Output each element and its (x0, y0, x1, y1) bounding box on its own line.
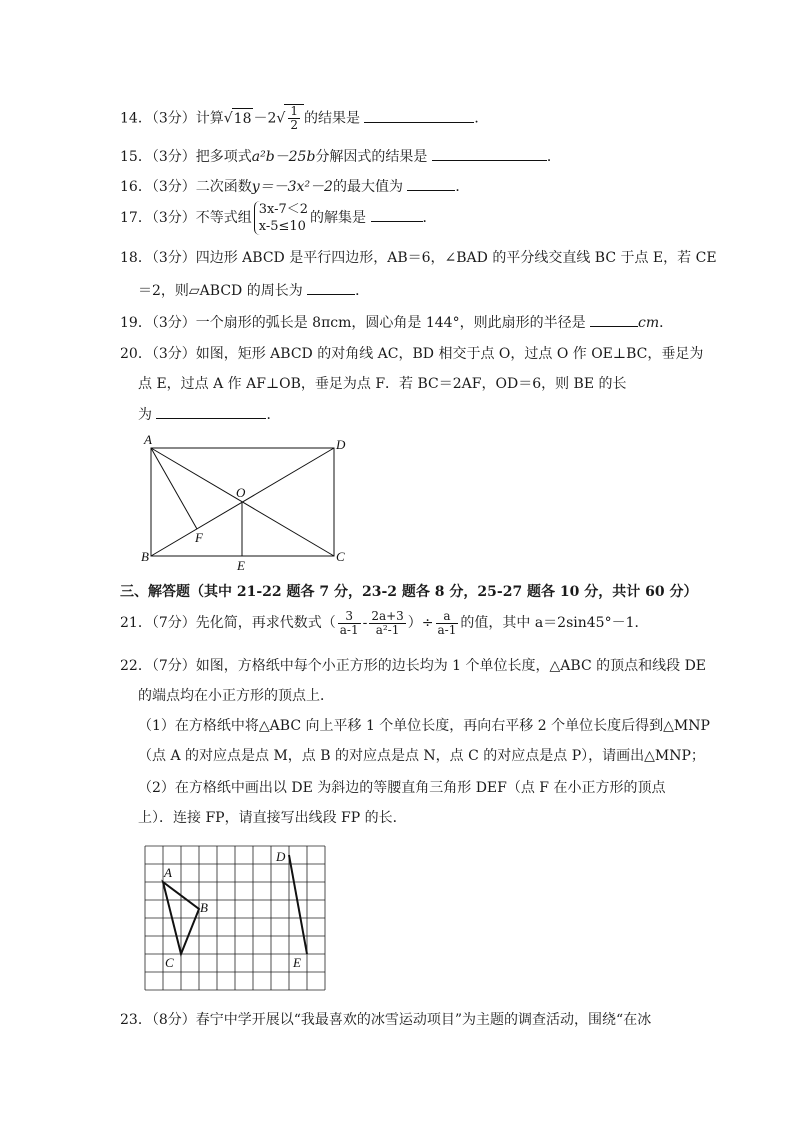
answer-blank (590, 312, 638, 327)
answer-blank (156, 404, 266, 419)
question-22-line4: （点 A 的对应点是点 M，点 B 的对应点是点 N，点 C 的对应点是点 P），请画出△MNP； (138, 748, 705, 764)
question-17: 17．（3分）不等式组 3x-7＜2 x-5≤10 的解集是 ． (120, 202, 437, 234)
question-14: 14．（3分）计算√18 －2√ $\frac{1}{2}$ 的结果是 ． (120, 104, 489, 132)
question-20-line1: 20．（3分）如图，矩形 ABCD 的对角线 AC，BD 相交于点 O，过点 O 作 OE⊥BC，垂足为 (120, 346, 704, 362)
label-e: E (237, 558, 245, 573)
label-o: O (236, 485, 246, 500)
question-22-line5: （2）在方格纸中画出以 DE 为斜边的等腰直角三角形 DEF（点 F 在小正方形的顶点 (138, 780, 666, 796)
answer-blank (371, 207, 423, 222)
question-18-line2: ＝2，则▱ABCD 的周长为 ． (138, 280, 369, 301)
question-22-line3: （1）在方格纸中将△ABC 向上平移 1 个单位长度，再向右平移 2 个单位长度后得到△MNP (138, 718, 710, 734)
answer-blank (307, 280, 355, 295)
label-b: B (141, 549, 149, 564)
label-d: D (336, 437, 346, 452)
grid-figure (140, 844, 330, 994)
label-c: C (336, 549, 345, 564)
question-16: 16．（3分）二次函数y＝－3x²－2的最大值为 ． (120, 176, 469, 197)
rectangle-figure (138, 430, 358, 575)
question-21: 21．（7分）先化简，再求代数式（ $\frac{3}{a-1}$ - $\frac{2a+3}{\text{a²-1}}$ ）÷ $\frac{a}{a-1}$ 的值，其中 a＝2sin45°－1． (120, 608, 649, 637)
label-e: E (293, 955, 301, 970)
answer-blank (407, 176, 455, 191)
question-22-line2: 的端点均在小正方形的顶点上． (138, 688, 334, 704)
question-23-line1: 23．（8分）春宁中学开展以“我最喜欢的冰雪运动项目”为主题的调查活动，围绕“在冰 (120, 1012, 652, 1028)
label-c: C (165, 955, 174, 970)
question-22-line6: 上）．连接 FP，请直接写出线段 FP 的长． (138, 810, 407, 826)
label-a: A (164, 865, 172, 880)
question-20-line3: 为 ． (138, 404, 280, 425)
segment-de (289, 855, 307, 954)
question-18-line1: 18．（3分）四边形 ABCD 是平行四边形，AB＝6，∠BAD 的平分线交直线 BC 于点 E，若 CE (120, 250, 717, 266)
answer-blank (432, 146, 547, 161)
question-20-line2: 点 E，过点 A 作 AF⊥OB，垂足为点 F．若 BC＝2AF，OD＝6，则 BE 的长 (138, 376, 627, 392)
question-15: 15．（3分）把多项式a²b－25b分解因式的结果是 ． (120, 146, 561, 167)
label-d: D (276, 849, 286, 864)
question-22-line1: 22．（7分）如图，方格纸中每个小正方形的边长均为 1 个单位长度，△ABC 的顶点和线段 DE (120, 658, 707, 674)
label-f: F (195, 530, 203, 545)
label-a: A (144, 432, 152, 447)
answer-blank (364, 108, 474, 123)
section-heading: 三、解答题（其中 21-22 题各 7 分，23-2 题各 8 分，25-27 题各 10 分，共计 60 分） (120, 584, 698, 600)
inequality-system: 3x-7＜2 x-5≤10 (254, 201, 308, 235)
label-b: B (200, 900, 208, 915)
question-19: 19．（3分）一个扇形的弧长是 8πcm，圆心角是 144°，则此扇形的半径是 cm． (120, 312, 673, 333)
segment-af (151, 448, 197, 529)
